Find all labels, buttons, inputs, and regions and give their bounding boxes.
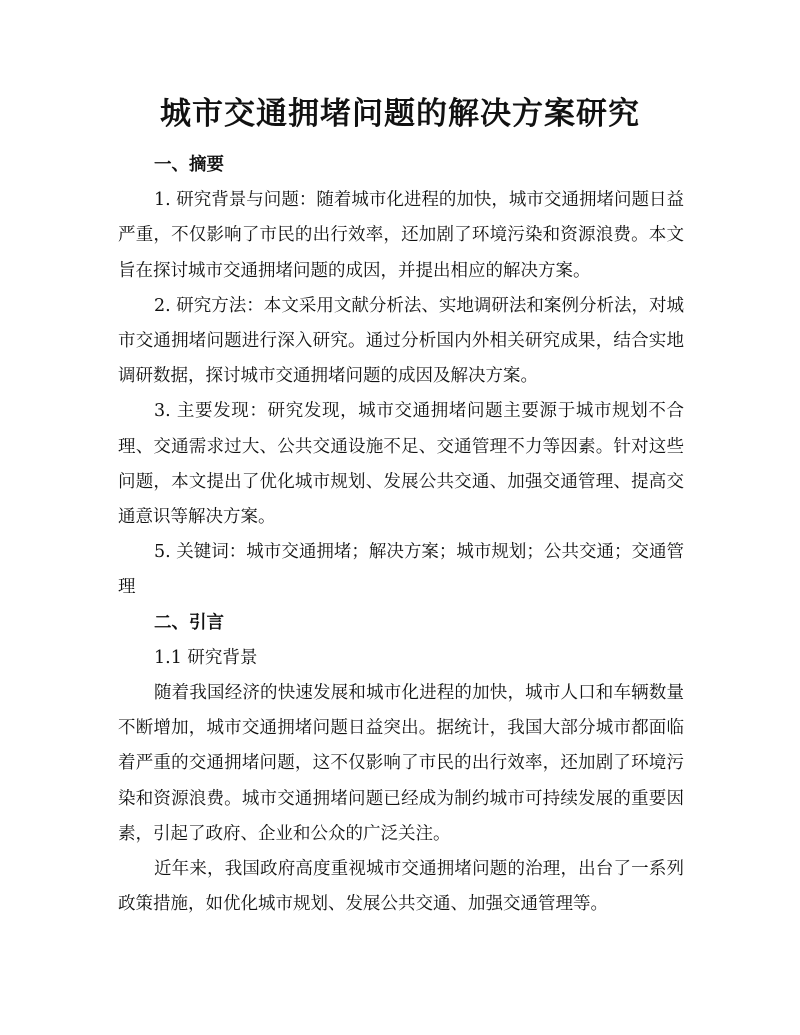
abstract-item-methods: 2. 研究方法：本文采用文献分析法、实地调研法和案例分析法，对城市交通拥堵问题进行深入研究。通过分析国内外相关研究成果，结合实地调研数据，探讨城市交通拥堵问题的成因及解决方案。 <box>118 295 684 387</box>
section-heading-abstract: 一、摘要 <box>154 155 224 175</box>
abstract-item-findings: 3. 主要发现：研究发现，城市交通拥堵问题主要源于城市规划不合理、交通需求过大、公共交通设施不足、交通管理不力等因素。针对这些问题，本文提出了优化城市规划、发展公共交通、加强交通管理、提高交通意识等解决方案。 <box>118 401 684 528</box>
document-title: 城市交通拥堵问题的解决方案研究 <box>160 96 640 132</box>
abstract-item-keywords: 5. 关键词：城市交通拥堵；解决方案；城市规划；公共交通；交通管理 <box>118 542 684 598</box>
intro-paragraph-1: 随着我国经济的快速发展和城市化进程的加快，城市人口和车辆数量不断增加，城市交通拥堵问题日益突出。据统计，我国大部分城市都面临着严重的交通拥堵问题，这不仅影响了市民的出行效率，还加剧了环境污染和资源浪费。城市交通拥堵问题已经成为制约城市可持续发展的重要因素，引起了政府、企业和公众的广泛关注。 <box>118 683 684 844</box>
document-body <box>118 148 684 922</box>
abstract-item-background: 1. 研究背景与问题：随着城市化进程的加快，城市交通拥堵问题日益严重，不仅影响了市民的出行效率，还加剧了环境污染和资源浪费。本文旨在探讨城市交通拥堵问题的成因，并提出相应的解决方案。 <box>118 190 684 281</box>
subsection-heading-background: 1.1 研究背景 <box>154 647 258 668</box>
intro-paragraph-2: 近年来，我国政府高度重视城市交通拥堵问题的治理，出台了一系列政策措施，如优化城市规划、发展公共交通、加强交通管理等。 <box>118 859 684 915</box>
section-heading-introduction: 二、引言 <box>154 612 224 633</box>
